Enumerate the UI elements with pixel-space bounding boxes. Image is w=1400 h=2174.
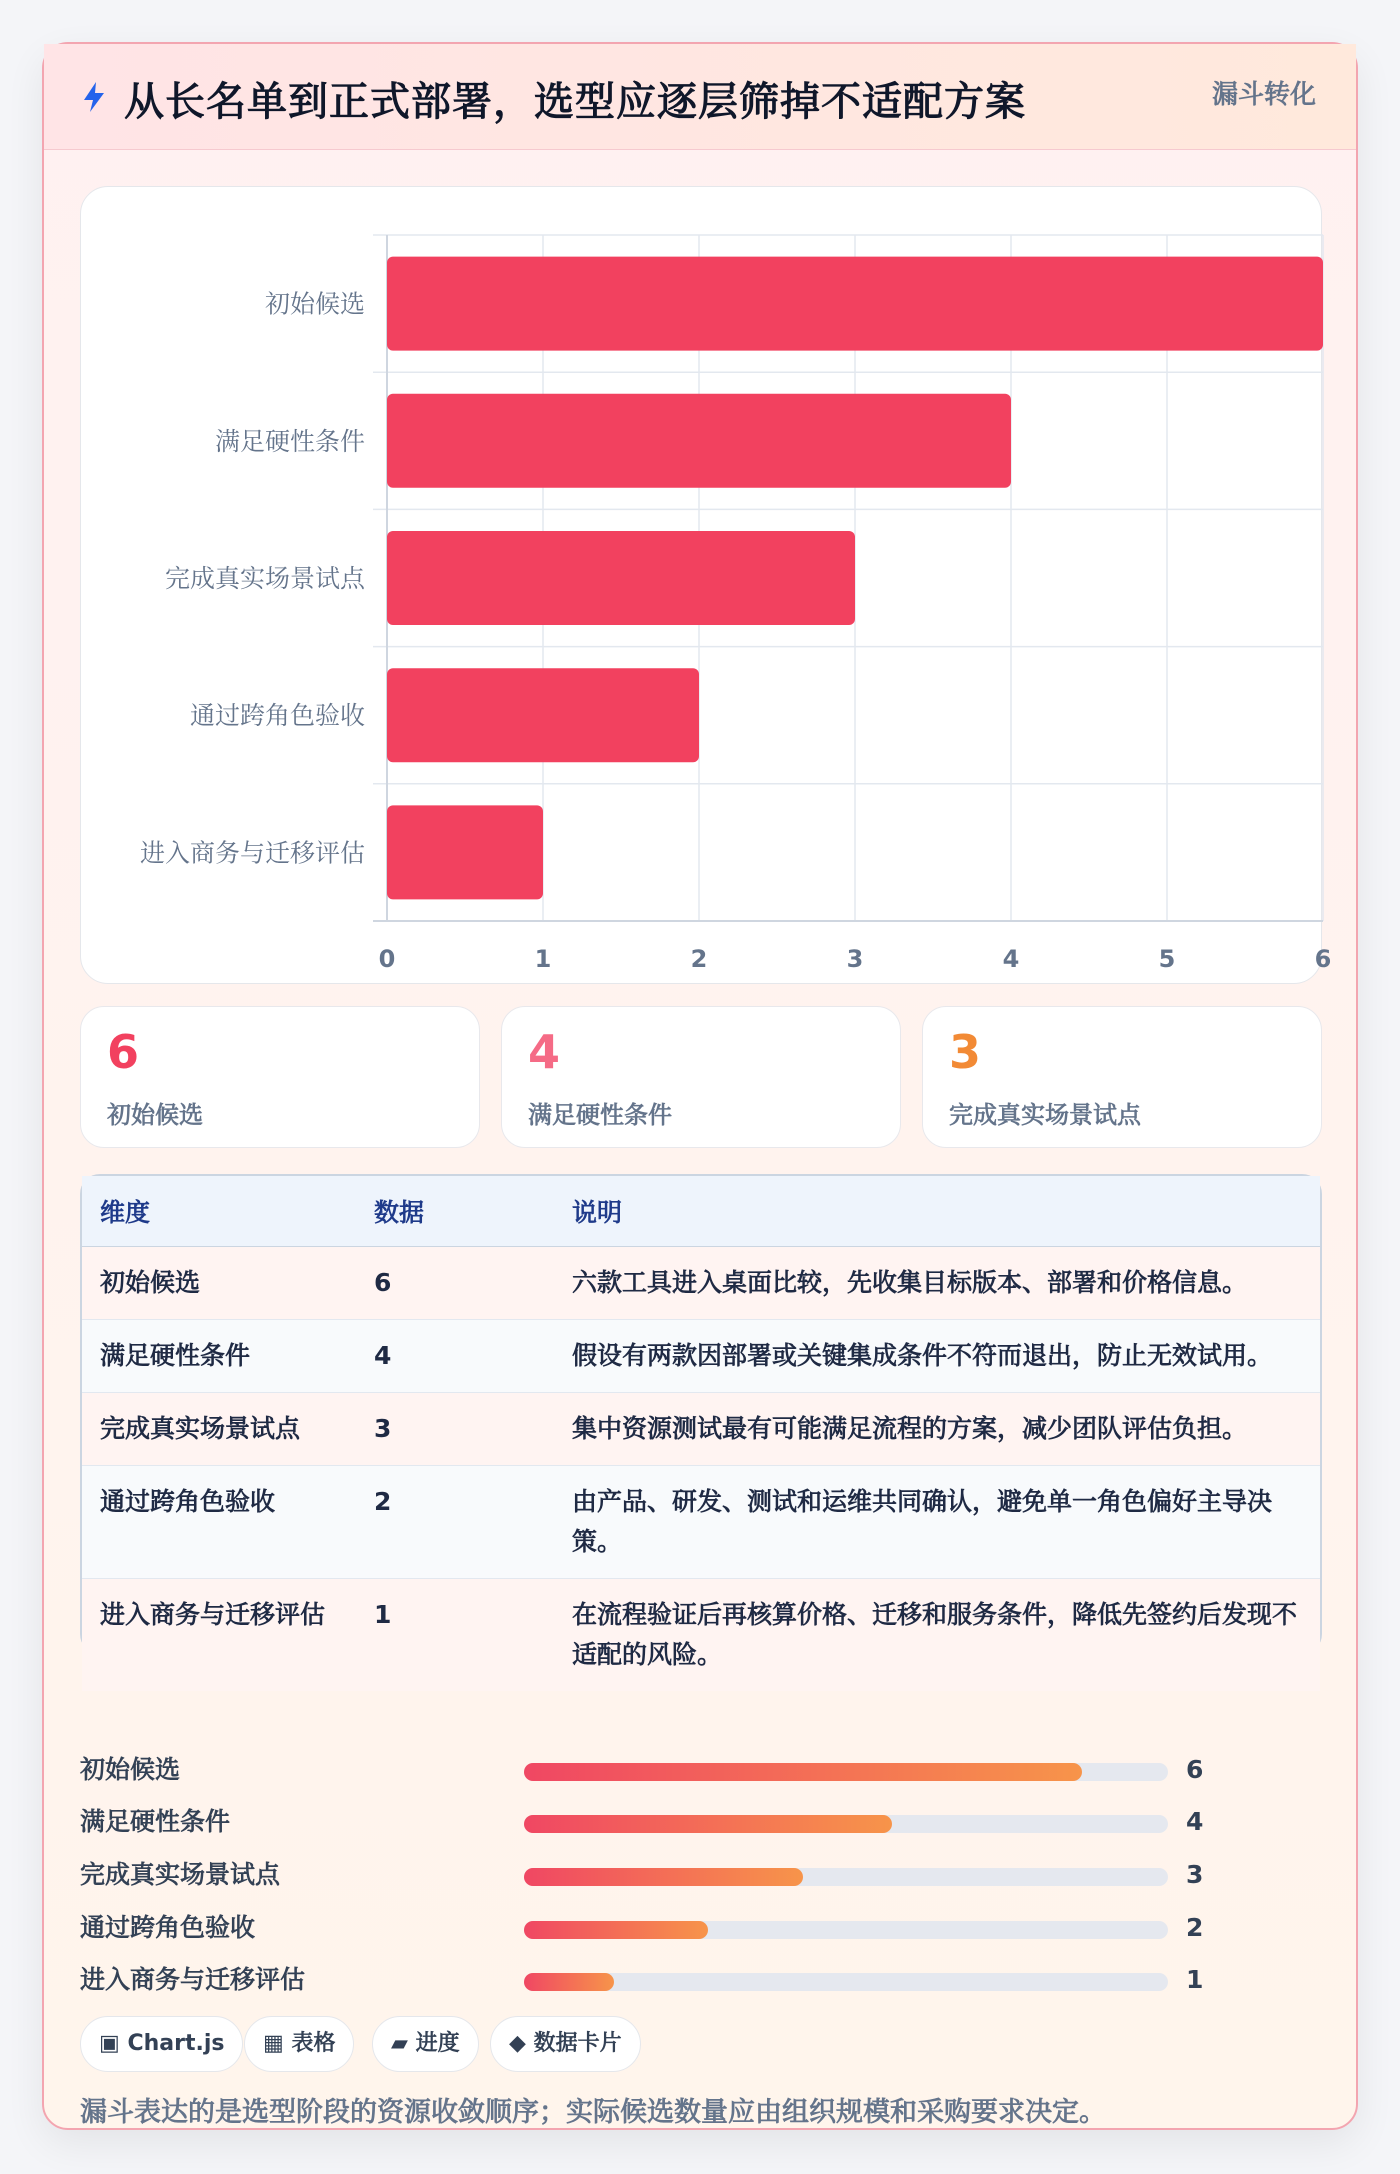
chip-chartjs[interactable]: ▣ Chart.js — [80, 2016, 243, 2072]
progress-fill — [524, 1868, 803, 1886]
progress-fill — [524, 1973, 614, 1991]
chip-table[interactable]: ▦ 表格 — [244, 2016, 354, 2072]
category-label: 初始候选 — [264, 289, 365, 319]
table-row — [82, 1465, 1320, 1578]
kpi-card — [922, 1006, 1322, 1148]
chip-data-card[interactable]: ◆ 数据卡片 — [490, 2016, 641, 2072]
cell-dimension: 初始候选 — [82, 1246, 356, 1319]
progress-fill — [524, 1815, 892, 1833]
progress-row — [80, 1750, 1322, 1790]
bar — [387, 531, 855, 625]
category-label: 满足硬性条件 — [214, 426, 365, 456]
bar — [387, 805, 543, 899]
bolt-icon — [80, 80, 108, 114]
progress-track — [524, 1973, 1168, 1991]
progress-fill — [524, 1763, 1082, 1781]
progress-label: 满足硬性条件 — [80, 1807, 231, 1836]
x-tick-label: 2 — [690, 945, 708, 973]
cell-value: 3 — [356, 1392, 554, 1465]
footnote: 漏斗表达的是选型阶段的资源收敛顺序；实际候选数量应由组织规模和采购要求决定。 — [80, 2097, 1106, 2128]
category-label: 完成真实场景试点 — [164, 564, 365, 593]
kpi-value: 4 — [528, 1025, 561, 1079]
progress-value: 6 — [1186, 1755, 1204, 1784]
progress-value: 3 — [1186, 1860, 1204, 1889]
table-row — [82, 1246, 1320, 1319]
funnel-card — [42, 42, 1358, 2130]
progress-track — [524, 1921, 1168, 1939]
progress-fill — [524, 1921, 708, 1939]
cell-dimension: 通过跨角色验收 — [82, 1465, 356, 1578]
table-row — [82, 1392, 1320, 1465]
kpi-label: 初始候选 — [107, 1101, 203, 1129]
progress-track — [524, 1868, 1168, 1886]
table-row — [82, 1578, 1320, 1691]
progress-track — [524, 1815, 1168, 1833]
x-tick-label: 1 — [534, 945, 552, 973]
bar — [387, 668, 699, 762]
kpi-value: 3 — [949, 1025, 982, 1079]
cell-description: 假设有两款因部署或关键集成条件不符而退出，防止无效试用。 — [554, 1319, 1320, 1392]
column-header-description: 说明 — [554, 1176, 1320, 1246]
x-tick-label: 5 — [1158, 945, 1176, 973]
bar — [387, 257, 1323, 351]
cell-dimension: 完成真实场景试点 — [82, 1392, 356, 1465]
cell-value: 1 — [356, 1578, 554, 1691]
progress-value: 2 — [1186, 1913, 1204, 1942]
table-header-row — [82, 1176, 1320, 1246]
progress-label: 初始候选 — [80, 1755, 181, 1784]
progress-value: 4 — [1186, 1807, 1204, 1836]
progress-value: 1 — [1186, 1965, 1204, 1994]
chip-progress[interactable]: ▰ 进度 — [372, 2016, 479, 2072]
progress-row — [80, 1908, 1322, 1948]
cell-description: 由产品、研发、测试和运维共同确认，避免单一角色偏好主导决策。 — [554, 1465, 1320, 1578]
cell-value: 4 — [356, 1319, 554, 1392]
kpi-label: 完成真实场景试点 — [949, 1101, 1141, 1129]
bar — [387, 394, 1011, 488]
x-tick-label: 6 — [1314, 945, 1332, 973]
progress-row — [80, 1802, 1322, 1842]
progress-label: 通过跨角色验收 — [80, 1913, 256, 1942]
progress-track — [524, 1763, 1168, 1781]
cell-description: 集中资源测试最有可能满足流程的方案，减少团队评估负担。 — [554, 1392, 1320, 1465]
funnel-bar-chart — [81, 187, 1332, 985]
x-tick-label: 3 — [846, 945, 864, 973]
progress-list — [80, 1750, 1322, 2010]
progress-label: 完成真实场景试点 — [80, 1860, 281, 1889]
x-tick-label: 0 — [378, 945, 396, 973]
kpi-value: 6 — [107, 1025, 140, 1079]
kpi-label: 满足硬性条件 — [528, 1101, 672, 1129]
cell-dimension: 进入商务与迁移评估 — [82, 1578, 356, 1691]
card-header — [44, 44, 1356, 150]
data-table — [80, 1174, 1322, 1669]
x-tick-label: 4 — [1002, 945, 1020, 973]
table-row — [82, 1319, 1320, 1392]
progress-label: 进入商务与迁移评估 — [80, 1965, 306, 1994]
category-label: 进入商务与迁移评估 — [139, 838, 365, 868]
cell-description: 六款工具进入桌面比较，先收集目标版本、部署和价格信息。 — [554, 1246, 1320, 1319]
column-header-data: 数据 — [356, 1176, 554, 1246]
cell-value: 6 — [356, 1246, 554, 1319]
progress-row — [80, 1855, 1322, 1895]
kpi-card — [80, 1006, 480, 1148]
cell-description: 在流程验证后再核算价格、迁移和服务条件，降低先签约后发现不适配的风险。 — [554, 1578, 1320, 1691]
column-header-dimension: 维度 — [82, 1176, 356, 1246]
category-label: 通过跨角色验收 — [189, 701, 365, 731]
chart-panel — [80, 186, 1332, 984]
progress-row — [80, 1960, 1322, 2000]
kpi-card — [501, 1006, 901, 1148]
kpi-cards — [80, 1006, 1322, 1148]
header-tag: 漏斗转化 — [1211, 80, 1316, 110]
cell-value: 2 — [356, 1465, 554, 1578]
page-title: 从长名单到正式部署，选型应逐层筛掉不适配方案 — [124, 79, 1026, 125]
cell-dimension: 满足硬性条件 — [82, 1319, 356, 1392]
